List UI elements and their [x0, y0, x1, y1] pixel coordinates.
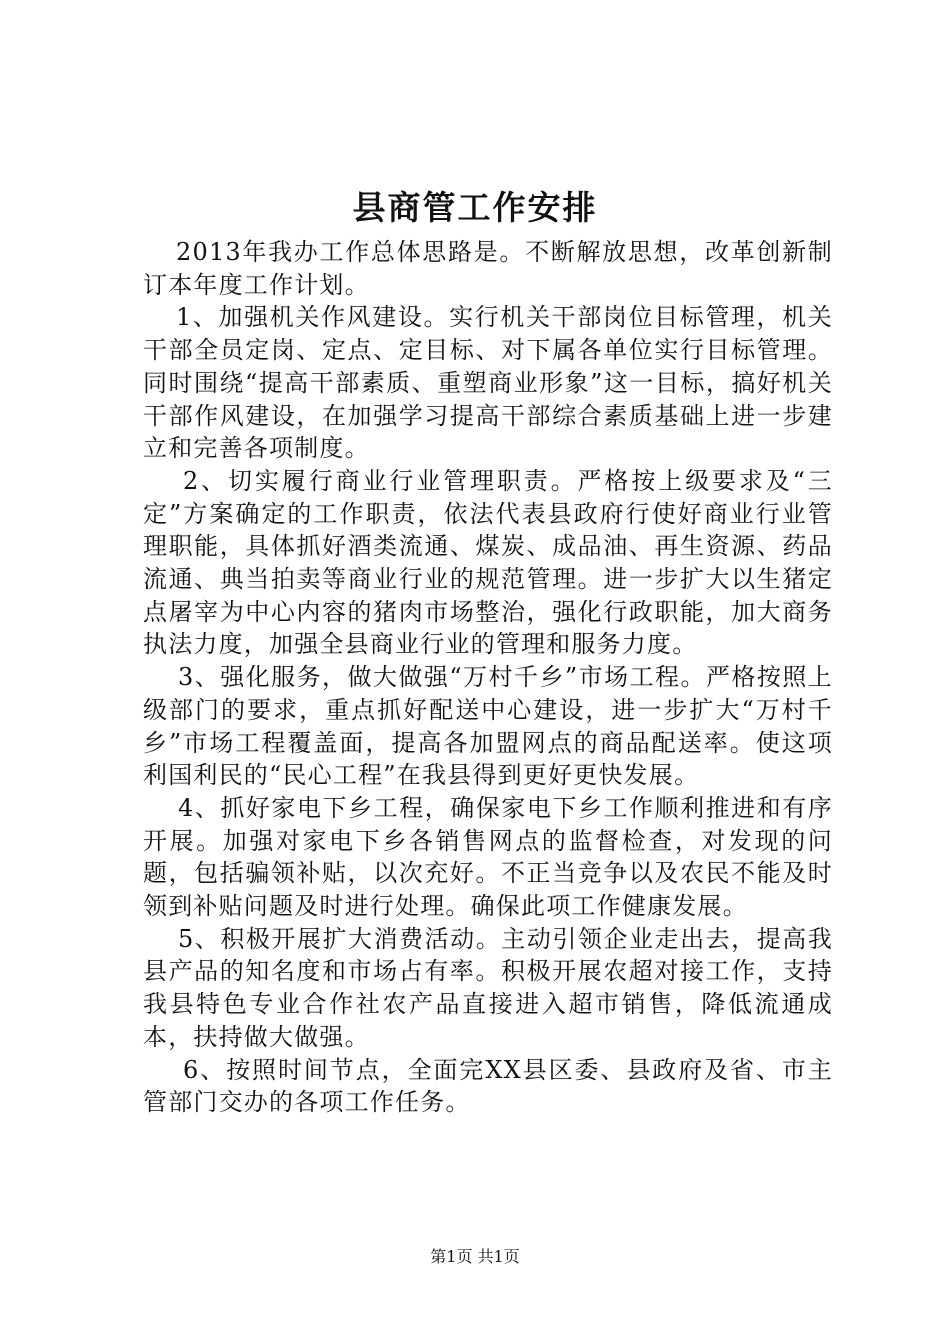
paragraph-item-1: 1、加强机关作风建设。实行机关干部岗位目标管理，机关干部全员定岗、定点、定目标、对下属各单位实行目标管理。同时围绕“提高干部素质、重塑商业形象”这一目标，搞好机关干部作风建设，在加强学习提高干部综合素质基础上进一步建立和完善各项制度。	[143, 303, 833, 463]
paragraph-item-3: 3、强化服务，做大做强“万村千乡”市场工程。严格按照上级部门的要求，重点抓好配送中心建设，进一步扩大“万村千乡”市场工程覆盖面，提高各加盟网点的商品配送率。使这项利国利民的“民心工程”在我县得到更好更快发展。	[143, 663, 833, 790]
paragraph-item-5: 5、积极开展扩大消费活动。主动引领企业走出去，提高我县产品的知名度和市场占有率。积极开展农超对接工作，支持我县特色专业合作社农产品直接进入超市销售，降低流通成本，扶持做大做强。	[143, 924, 833, 1051]
page-number-footer: 第1页 共1页	[430, 1247, 520, 1266]
paragraph-item-2: 2、切实履行商业行业管理职责。严格按上级要求及“三定”方案确定的工作职责，依法代表县政府行使好商业行业管理职能，具体抓好酒类流通、煤炭、成品油、再生资源、药品流通、典当拍卖等商业行业的规范管理。进一步扩大以生猪定点屠宰为中心内容的猪肉市场整治，强化行政职能，加大商务执法力度，加强全县商业行业的管理和服务力度。	[143, 466, 833, 659]
paragraph-item-6: 6、按照时间节点，全面完XX县区委、县政府及省、市主管部门交办的各项工作任务。	[143, 1055, 833, 1117]
paragraph-intro: 2013年我办工作总体思路是。不断解放思想，改革创新制订本年度工作计划。	[143, 238, 833, 299]
document-title: 县商管工作安排	[352, 188, 598, 227]
document-body	[143, 236, 833, 1119]
paragraph-item-4: 4、抓好家电下乡工程，确保家电下乡工作顺利推进和有序开展。加强对家电下乡各销售网点的监督检查，对发现的问题，包括骗领补贴，以次充好。不正当竞争以及农民不能及时领到补贴问题及时进行处理。确保此项工作健康发展。	[143, 793, 833, 921]
